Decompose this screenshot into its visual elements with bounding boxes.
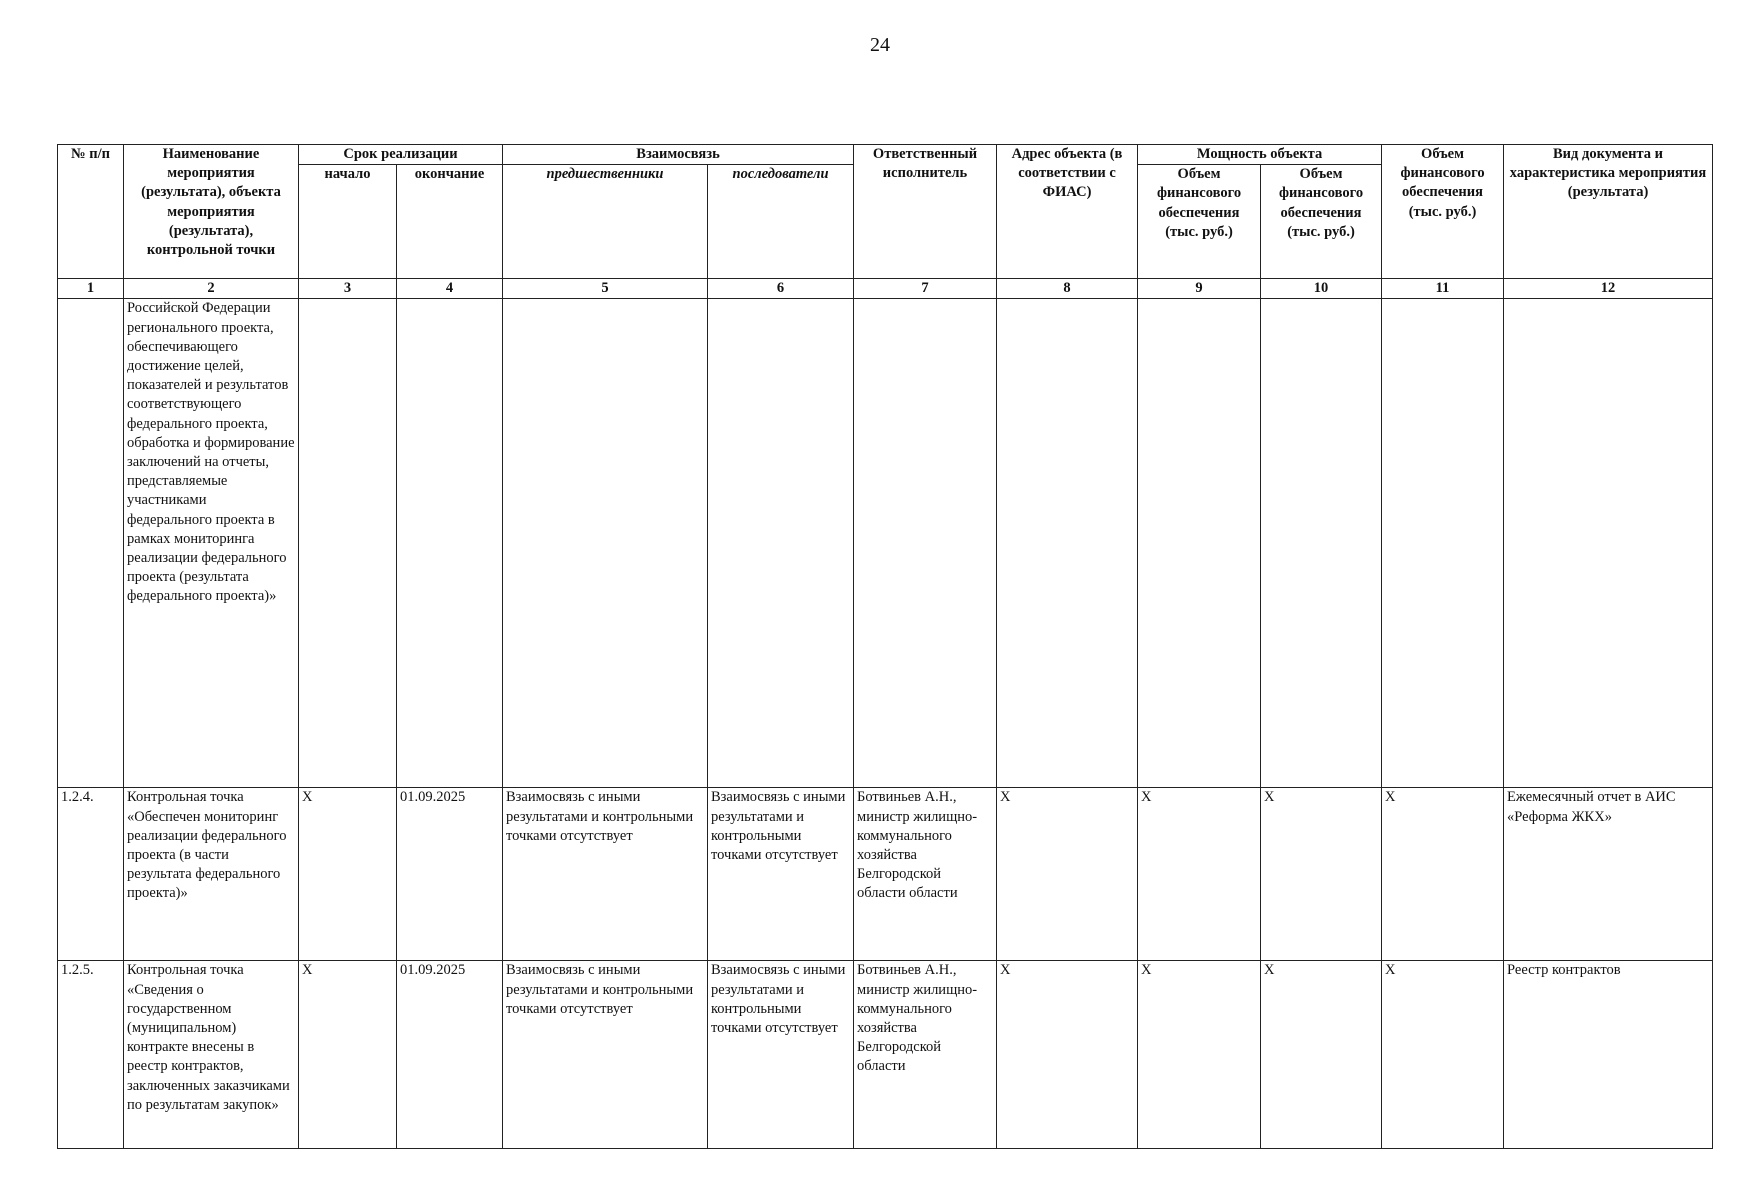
row-finance-9-cell: X	[1138, 961, 1261, 1149]
header-term-start: начало	[299, 165, 397, 279]
row-start-cell: X	[299, 961, 397, 1149]
table-row-continued	[58, 299, 1713, 788]
header-doc-type: Вид документа и характеристика мероприятия (результата)	[1504, 145, 1713, 279]
empty-cell	[1138, 299, 1261, 788]
row-num-cell	[58, 299, 124, 788]
row-followers-cell: Взаимосвязь с иными результатами и контрольными точками отсутствует	[708, 961, 854, 1149]
row-start-cell: X	[299, 788, 397, 961]
row-address-cell: X	[997, 788, 1138, 961]
column-number: 4	[397, 279, 503, 299]
column-number: 1	[58, 279, 124, 299]
row-finance-10-cell: X	[1261, 961, 1382, 1149]
plan-table	[57, 144, 1713, 1149]
header-row-top	[58, 145, 1713, 165]
row-finance-11-cell: X	[1382, 788, 1504, 961]
row-address-cell: X	[997, 961, 1138, 1149]
row-finance-10-cell: X	[1261, 788, 1382, 961]
table-row	[58, 788, 1713, 961]
header-term-group: Срок реализации	[299, 145, 503, 165]
row-followers-cell: Взаимосвязь с иными результатами и контрольными точками отсутствует	[708, 788, 854, 961]
row-responsible-cell: Ботвиньев А.Н., министр жилищно-коммунального хозяйства Белгородской области	[854, 961, 997, 1149]
row-end-cell: 01.09.2025	[397, 961, 503, 1149]
empty-cell	[1382, 299, 1504, 788]
header-finance-9: Объем финансового обеспечения (тыс. руб.)	[1138, 165, 1261, 279]
row-num-cell: 1.2.5.	[58, 961, 124, 1149]
empty-cell	[503, 299, 708, 788]
empty-cell	[854, 299, 997, 788]
row-finance-11-cell: X	[1382, 961, 1504, 1149]
header-responsible: Ответственный исполнитель	[854, 145, 997, 279]
empty-cell	[1504, 299, 1713, 788]
header-address: Адрес объекта (в соответствии с ФИАС)	[997, 145, 1138, 279]
column-number: 3	[299, 279, 397, 299]
header-followers: последователи	[708, 165, 854, 279]
empty-cell	[397, 299, 503, 788]
row-name-cell: Контрольная точка «Сведения о государственном (муниципальном) контракте внесены в реестр контрактов, заключенных заказчиками по результатам закупок»	[124, 961, 299, 1149]
row-predecessors-cell: Взаимосвязь с иными результатами и контрольными точками отсутствует	[503, 788, 708, 961]
header-predecessors: предшественники	[503, 165, 708, 279]
empty-cell	[299, 299, 397, 788]
row-responsible-cell: Ботвиньев А.Н., министр жилищно-коммунального хозяйства Белгородской области области	[854, 788, 997, 961]
column-number: 5	[503, 279, 708, 299]
header-finance-11: Объем финансового обеспечения (тыс. руб.)	[1382, 145, 1504, 279]
column-number: 8	[997, 279, 1138, 299]
empty-cell	[708, 299, 854, 788]
column-number: 12	[1504, 279, 1713, 299]
row-predecessors-cell: Взаимосвязь с иными результатами и контрольными точками отсутствует	[503, 961, 708, 1149]
column-number: 9	[1138, 279, 1261, 299]
column-number: 7	[854, 279, 997, 299]
row-finance-9-cell: X	[1138, 788, 1261, 961]
column-number-row	[58, 279, 1713, 299]
column-number: 2	[124, 279, 299, 299]
header-capacity-group: Мощность объекта	[1138, 145, 1382, 165]
row-num-cell: 1.2.4.	[58, 788, 124, 961]
row-name-cell: Контрольная точка «Обеспечен мониторинг реализации федерального проекта (в части результата федерального проекта)»	[124, 788, 299, 961]
empty-cell	[1261, 299, 1382, 788]
empty-cell	[997, 299, 1138, 788]
row-name-cell: Российской Федерации регионального проекта, обеспечивающего достижение целей, показателей и результатов соответствующего федерального проекта, обработка и формирование заключений на отчеты, представляемые участниками федерального проекта в рамках мониторинга реализации федерального проекта (результата федерального проекта)»	[124, 299, 299, 788]
column-number: 10	[1261, 279, 1382, 299]
column-number: 11	[1382, 279, 1504, 299]
row-doc-type-cell: Реестр контрактов	[1504, 961, 1713, 1149]
table-row	[58, 961, 1713, 1149]
header-finance-10: Объем финансового обеспечения (тыс. руб.)	[1261, 165, 1382, 279]
header-name: Наименование мероприятия (результата), объекта мероприятия (результата), контрольной точки	[124, 145, 299, 279]
header-num: № п/п	[58, 145, 124, 279]
header-term-end: окончание	[397, 165, 503, 279]
page-number: 24	[870, 34, 890, 56]
header-relation-group: Взаимосвязь	[503, 145, 854, 165]
row-doc-type-cell: Ежемесячный отчет в АИС «Реформа ЖКХ»	[1504, 788, 1713, 961]
column-number: 6	[708, 279, 854, 299]
row-end-cell: 01.09.2025	[397, 788, 503, 961]
